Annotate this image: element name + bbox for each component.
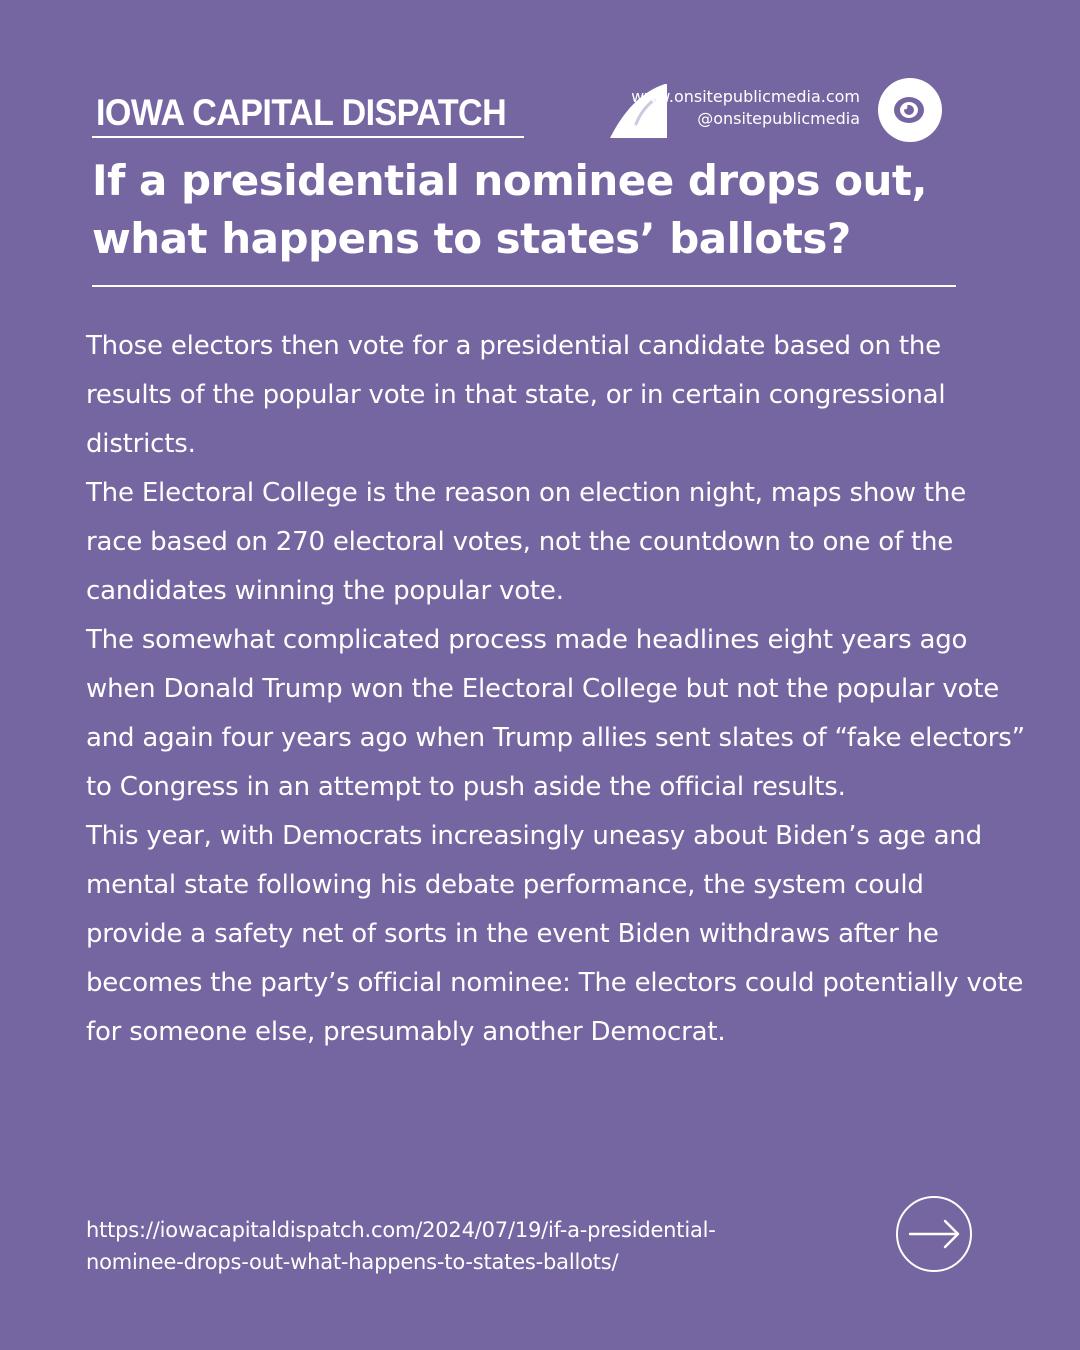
contact-info xyxy=(631,86,860,130)
masthead-title: IOWA CAPITAL DISPATCH xyxy=(96,92,507,133)
body-paragraph-1: Those electors then vote for a presidential candidate based on the results of the popular vote in that state, or in certain congressional districts. xyxy=(86,331,946,459)
headline-line-1: If a presidential nominee drops out, xyxy=(92,156,927,205)
masthead xyxy=(92,84,578,140)
website-text: www.onsitepublicmedia.com xyxy=(631,87,860,106)
body-paragraph-3: The somewhat complicated process made headlines eight years ago when Donald Trump won the Electoral College but not the popular vote and again four years ago when Trump allies sent slates of “fake electors” to Congress in an attempt to push aside the official results. xyxy=(86,625,1025,802)
social-handle: @onsitepublicmedia xyxy=(697,109,860,128)
headline xyxy=(92,152,992,268)
source-url-line-2: nominee-drops-out-what-happens-to-states-ballots/ xyxy=(86,1250,619,1274)
headline-line-2: what happens to states’ ballots? xyxy=(92,214,851,263)
source-url-line-1: https://iowacapitaldispatch.com/2024/07/19/if-a-presidential- xyxy=(86,1218,716,1242)
next-slide-button[interactable] xyxy=(896,1196,972,1272)
body-paragraph-2: The Electoral College is the reason on election night, maps show the race based on 270 electoral votes, not the countdown to one of the candidates winning the popular vote. xyxy=(86,478,966,606)
headline-divider xyxy=(92,285,956,287)
masthead-underline xyxy=(92,136,524,138)
body-paragraph-4: This year, with Democrats increasingly uneasy about Biden’s age and mental state following his debate performance, the system could provide a safety net of sorts in the event Biden withdraws after he becomes the party’s official nominee: The electors could potentially vote for someone else, presumably another Democrat. xyxy=(86,821,1024,1047)
article-body xyxy=(86,322,1026,1057)
eye-logo-icon xyxy=(878,78,942,142)
arrow-right-icon xyxy=(898,1198,970,1270)
brand-logo xyxy=(878,78,942,142)
source-url[interactable] xyxy=(86,1214,846,1278)
